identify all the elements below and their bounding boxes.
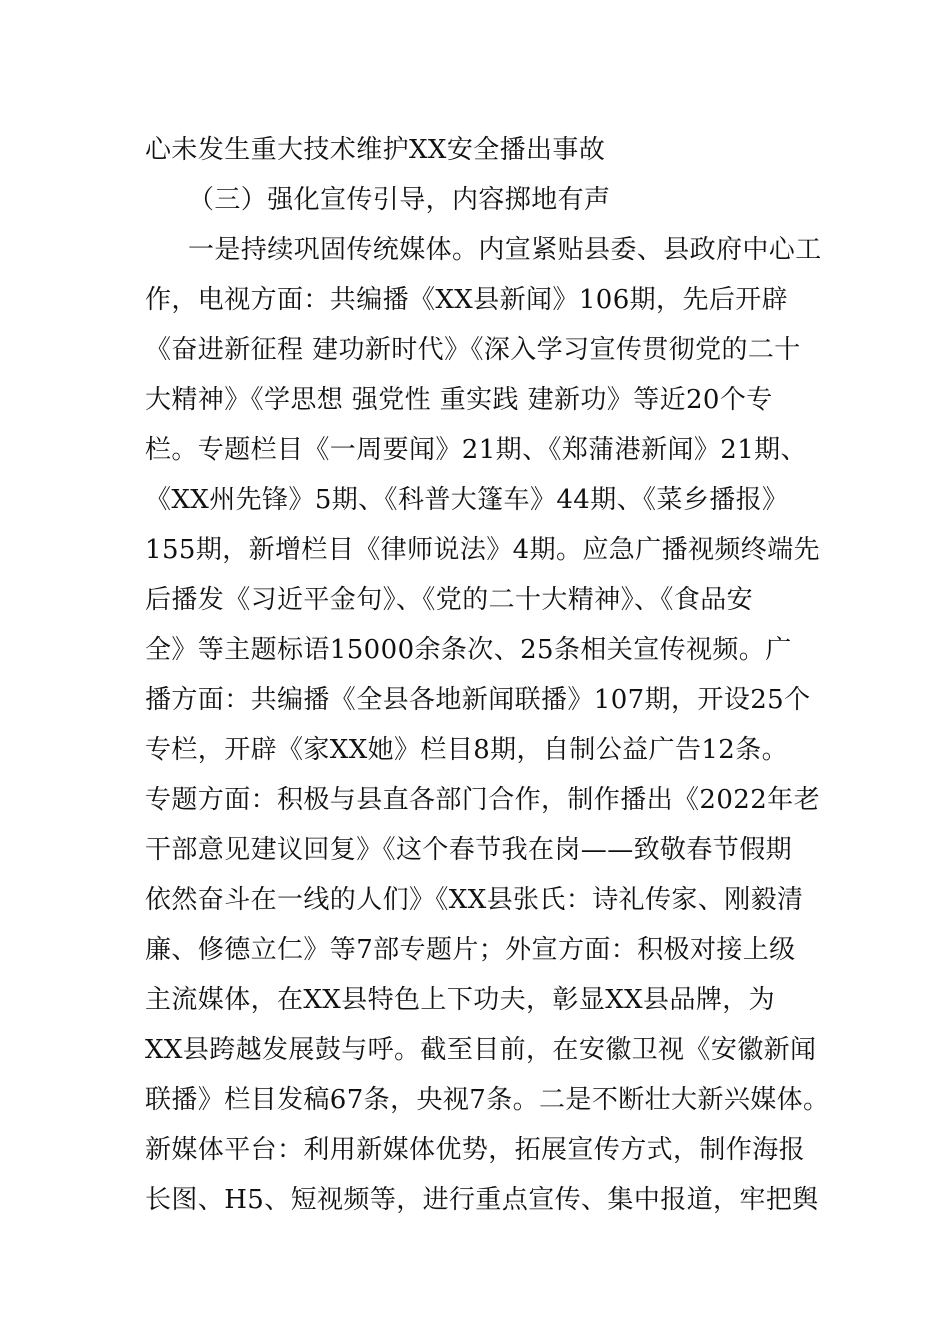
text-line: 155期，新增栏目《律师说法》4期。应急广播视频终端先 <box>145 535 820 565</box>
text-line: 全》等主题标语15000余条次、25条相关宣传视频。广 <box>145 635 792 665</box>
text-line: 作，电视方面：共编播《XX县新闻》106期，先后开辟 <box>145 285 789 315</box>
text-line: 联播》栏目发稿67条，央视7条。二是不断壮大新兴媒体。 <box>145 1085 830 1115</box>
text-line: 大精神》《学思想 强党性 重实践 建新功》等近20个专 <box>145 385 773 415</box>
text-line: 专题方面：积极与县直各部门合作，制作播出《2022年老 <box>145 785 820 815</box>
text-line: 廉、修德立仁》等7部专题片；外宣方面：积极对接上级 <box>145 935 796 965</box>
text-line: 《XX州先锋》5期、《科普大篷车》44期、《菜乡播报》 <box>145 485 789 515</box>
text-line: 专栏，开辟《家XX她》栏目8期，自制公益广告12条。 <box>145 735 789 765</box>
text-line: 依然奋斗在一线的人们》《XX县张氏：诗礼传家、刚毅清 <box>145 885 804 915</box>
text-line: XX县跨越发展鼓与呼。截至目前，在安徽卫视《安徽新闻 <box>145 1035 817 1065</box>
text-line: 一是持续巩固传统媒体。内宣紧贴县委、县政府中心工 <box>188 235 822 265</box>
text-line: 心未发生重大技术维护XX安全播出事故 <box>145 135 606 165</box>
text-line: 播方面：共编播《全县各地新闻联播》107期，开设25个 <box>145 685 811 715</box>
text-line: 长图、H5、短视频等，进行重点宣传、集中报道，牢把舆 <box>145 1185 819 1215</box>
section-heading: （三）强化宣传引导，内容掷地有声 <box>188 185 611 215</box>
text-line: 新媒体平台：利用新媒体优势，拓展宣传方式，制作海报 <box>145 1135 806 1165</box>
text-line: 后播发《习近平金句》、《党的二十大精神》、《食品安 <box>145 585 754 615</box>
text-line: 栏。专题栏目《一周要闻》21期、《郑蒲港新闻》21期、 <box>145 435 807 465</box>
text-line: 干部意见建议回复》《这个春节我在岗——致敬春节假期 <box>145 835 793 865</box>
text-line: 主流媒体，在XX县特色上下功夫，彰显XX县品牌，为 <box>145 985 776 1015</box>
text-line: 《奋进新征程 建功新时代》《深入学习宣传贯彻党的二十 <box>145 335 801 365</box>
